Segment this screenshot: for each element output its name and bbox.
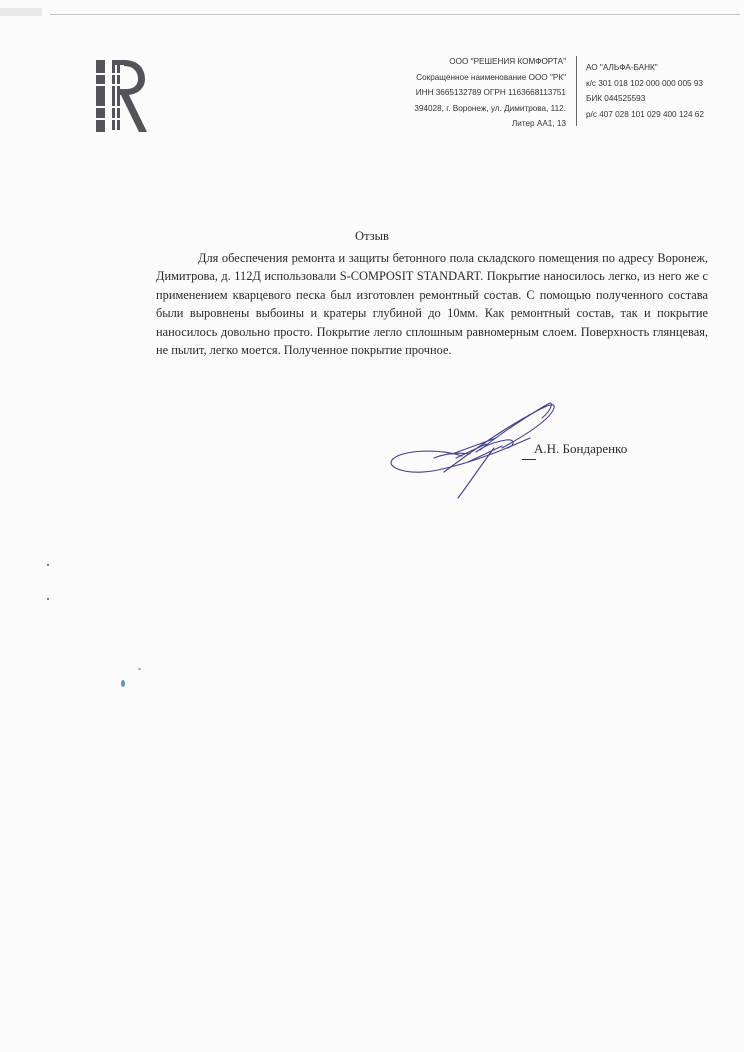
company-name: ООО "РЕШЕНИЯ КОМФОРТА" xyxy=(449,57,566,66)
bank-name: АО "АЛЬФА-БАНК" xyxy=(586,63,658,72)
company-logo xyxy=(96,60,148,132)
page-top-edge xyxy=(50,14,740,15)
company-address-line2: Литер АА1, 13 xyxy=(511,119,566,128)
scan-speck xyxy=(47,564,49,566)
signature-line xyxy=(522,459,536,460)
letter-body: Для обеспечения ремонта и защиты бетонного пола складского помещения по адресу Воронеж, Димитрова, д. 112Д использовали S-COMPOSIT STANDART. Покрытие наносилось легко, из него же с применением кварцевого песка был изготовлен ремонтный состав. С помощью полученного состава были выровнены выбоины и кратеры глубиной до 10мм. Как ремонтный состав, так и покрытие наносилось довольно просто. Покрытие легло сплошным равномерным слоем. Поверхность глянцевая, не пылит, легко моется. Полученное покрытие прочное. xyxy=(156,251,708,358)
bank-corr-account: к/с 301 018 102 000 000 005 93 xyxy=(586,78,703,88)
bank-bik: БИК 044525593 xyxy=(586,94,646,103)
company-short-name: Сокращенное наименование ООО "РК" xyxy=(416,72,566,82)
bank-account: р/с 407 028 101 029 400 124 62 xyxy=(586,109,704,119)
header-divider xyxy=(576,56,577,126)
company-ids: ИНН 3665132789 ОГРН 1163668113751 xyxy=(415,88,566,97)
signer-name: А.Н. Бондаренко xyxy=(534,441,628,456)
scan-edge-shadow xyxy=(0,8,42,16)
letter-title: Отзыв xyxy=(355,229,389,243)
bank-details xyxy=(586,60,736,122)
scan-speck xyxy=(47,598,49,600)
company-details xyxy=(370,54,566,132)
company-address-line1: 394028, г. Воронеж, ул. Димитрова, 112. xyxy=(414,103,566,113)
ink-blot xyxy=(121,680,125,687)
scan-speck xyxy=(138,668,141,670)
